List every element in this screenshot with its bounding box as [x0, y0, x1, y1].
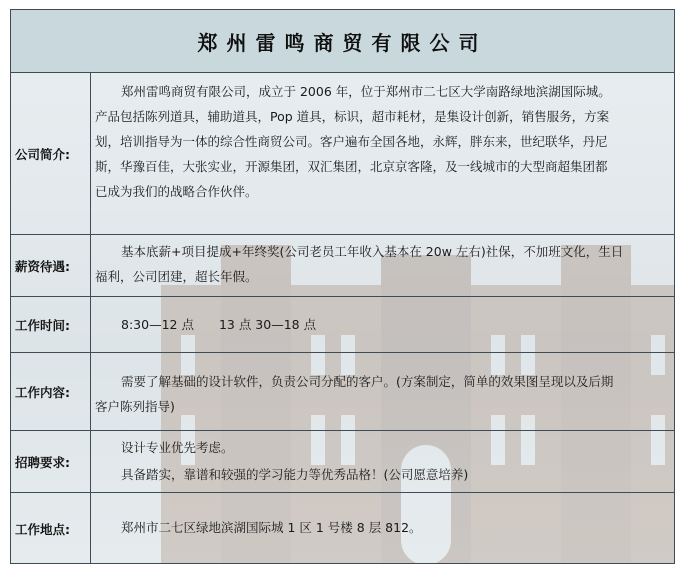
- intro-line: 产品包括陈列道具，辅助道具，Pop 道具，标识，超市耗材，是集设计创新，销售服务，方案: [95, 109, 610, 124]
- location-content: [95, 515, 668, 564]
- hours-content: [95, 312, 668, 353]
- intro-content: [95, 79, 668, 235]
- company-title: 郑州雷鸣商贸有限公司: [11, 10, 674, 72]
- requirements-content: [95, 434, 668, 493]
- hours-text: 8:30—12 点 13 点 30—18 点: [121, 317, 317, 332]
- intro-label: 公司简介:: [11, 73, 91, 235]
- salary-content: [95, 239, 668, 297]
- intro-line: 斯，华豫百佳，大张实业，开源集团，双汇集团，北京京客隆，及一线城市的大型商超集团都: [95, 159, 608, 174]
- section-intro: [11, 72, 674, 235]
- salary-line: 基本底薪+项目提成+年终奖(公司老员工年收入基本在 20w 左右)社保，不加班文化，生日: [121, 244, 624, 259]
- salary-line: 福利，公司团建，超长年假。: [95, 269, 258, 284]
- duties-line: 需要了解基础的设计软件，负责公司分配的客户。(方案制定，简单的效果图呈现以及后期: [121, 374, 614, 389]
- hours-label: 工作时间:: [11, 297, 91, 353]
- intro-line: 已成为我们的战略合作伙伴。: [95, 184, 258, 199]
- location-text: 郑州市二七区绿地滨湖国际城 1 区 1 号楼 8 层 812。: [121, 520, 422, 535]
- location-label: 工作地点:: [11, 493, 91, 564]
- duties-content: [95, 369, 668, 431]
- requirements-line: 设计专业优先考虑。: [121, 440, 234, 455]
- duties-label: 工作内容:: [11, 353, 91, 431]
- intro-line: 划，培训指导为一体的综合性商贸公司。客户遍布全国各地，永辉，胖东来，世纪联华，丹尼: [95, 134, 608, 149]
- requirements-line: 具备踏实，靠谱和较强的学习能力等优秀品格！(公司愿意培养): [121, 467, 469, 482]
- job-posting-table: [10, 9, 675, 564]
- section-duties: [11, 352, 674, 431]
- intro-line: 郑州雷鸣商贸有限公司，成立于 2006 年，位于郑州市二七区大学南路绿地滨湖国际城。: [121, 84, 611, 99]
- section-salary: [11, 234, 674, 297]
- section-location: [11, 492, 674, 564]
- requirements-label: 招聘要求:: [11, 431, 91, 493]
- duties-line: 客户陈列指导): [95, 399, 175, 414]
- section-requirements: [11, 430, 674, 493]
- salary-label: 薪资待遇:: [11, 235, 91, 297]
- section-hours: [11, 296, 674, 353]
